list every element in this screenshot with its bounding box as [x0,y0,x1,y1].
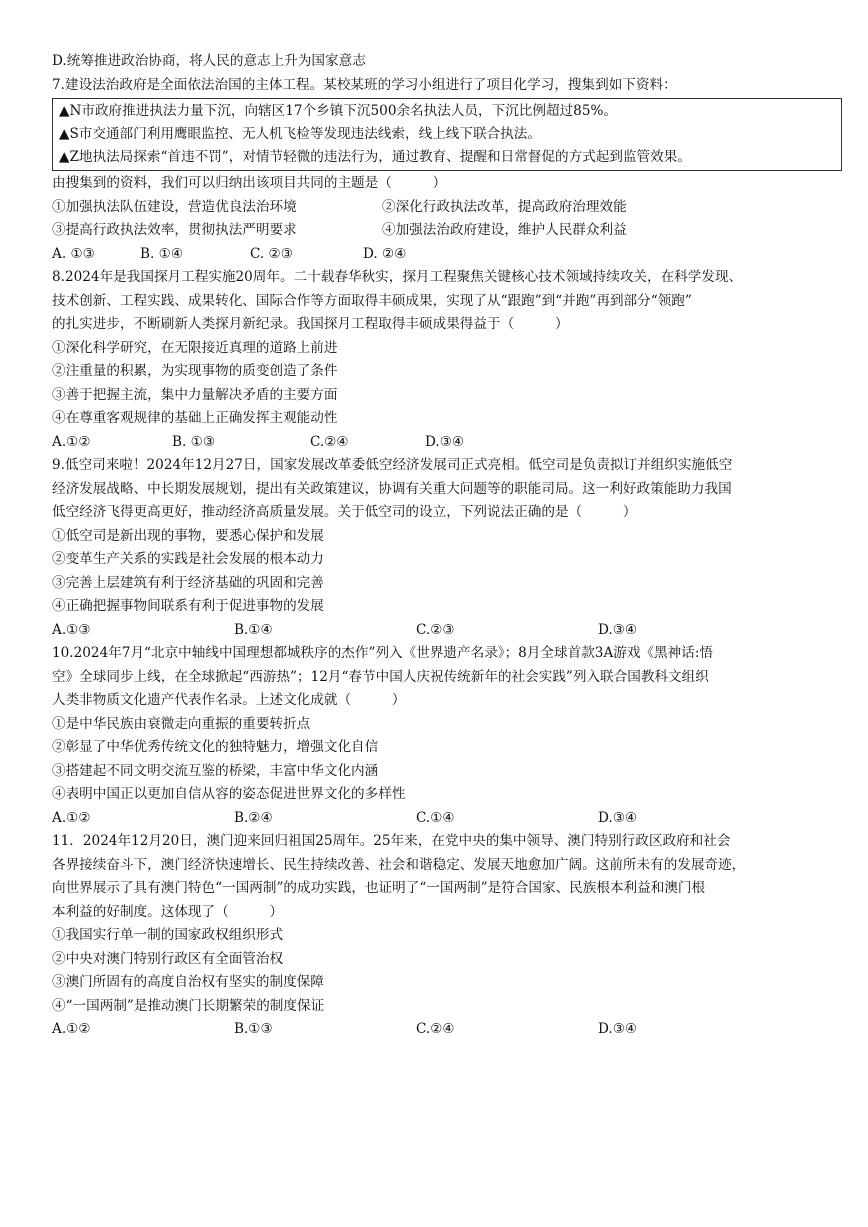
q7-item: ②深化行政执法改革，提高政府治理效能 [382,198,627,215]
q11-choice-a[interactable]: A.①② [52,1021,91,1037]
q10-stem-line: 10.2024年7月“北京中轴线中国理想都城秩序的杰作”列入《世界遗产名录》；8月全球首款3A游戏《黑神话:悟 [52,645,713,661]
q7-items-row [52,196,842,220]
q10-item: ④表明中国正以更加自信从容的姿态促进世界文化的多样性 [52,786,406,802]
q8-item: ③善于把握主流，集中力量解决矛盾的主要方面 [52,386,338,403]
q7-items-row [52,219,842,243]
q8-choice-d[interactable]: D.③④ [425,433,465,450]
q7-item: ③提高行政执法效率，贯彻执法严明要求 [52,222,297,238]
q10-choice-d[interactable]: D.③④ [598,809,638,826]
q9-item: ③完善上层建筑有利于经济基础的巩固和完善 [52,574,324,591]
q7-item: ④加强法治政府建设，维护人民群众利益 [382,222,627,238]
q8-item: ②注重量的积累，为实现事物的质变创造了条件 [52,363,338,379]
q11-choice-c[interactable]: C.②④ [416,1021,455,1037]
q7-item: ①加强执法队伍建设，营造优良法治环境 [52,198,297,215]
q10-choice-c[interactable]: C.①④ [416,809,455,826]
q6-option-d: D.统筹推进政治协商，将人民的意志上升为国家意志 [52,53,366,69]
q8-item: ①深化科学研究，在无限接近真理的道路上前进 [52,339,338,356]
q10-stem-line: 空》全球同步上线，在全球掀起“西游热”；12月“春节中国人庆祝传统新年的社会实践”列入联合国教科文组织 [52,668,709,685]
q10-choices [52,807,842,831]
q11-choices [52,1018,842,1042]
q9-stem-line: 低空经济飞得更高更好，推动经济高质量发展。关于低空司的设立，下列说法正确的是（ ） [52,504,637,520]
q9-choices [52,619,842,643]
q7-choice-a[interactable]: A. ①③ [52,245,95,262]
q8-stem-line: 8.2024年是我国探月工程实施20周年。二十载春华秋实，探月工程聚焦关键核心技术领域持续攻关，在科学发现、 [52,269,743,285]
q10-item: ①是中华民族由衰微走向重振的重要转折点 [52,715,311,732]
q9-item: ④正确把握事物间联系有利于促进事物的发展 [52,598,324,614]
q7-stem: 7.建设法治政府是全面依法治国的主体工程。某校某班的学习小组进行了项目化学习，搜集到如下资料： [52,76,677,93]
q10-choice-b[interactable]: B.②④ [234,809,273,826]
q7-choice-d[interactable]: D. ②④ [363,245,407,262]
q11-item: ③澳门所固有的高度自治权有坚实的制度保障 [52,974,324,990]
q9-stem-line: 9.低空司来啦！2024年12月27日，国家发展改革委低空经济发展司正式亮相。低空司是负责拟订并组织实施低空 [52,457,733,473]
q7-choices [52,243,842,267]
q7-material-item: ▲S市交通部门利用鹰眼监控、无人机飞检等发现违法线索，线上线下联合执法。 [59,126,541,142]
q11-item: ①我国实行单一制的国家政权组织形式 [52,927,284,943]
q11-stem-line: 向世界展示了具有澳门特色“一国两制”的成功实践，也证明了“一国两制”是符合国家、民族根本利益和澳门根 [52,880,706,896]
q11-item: ②中央对澳门特别行政区有全面管治权 [52,950,284,967]
q10-stem-line: 人类非物质文化遗产代表作名录。上述文化成就（ ） [52,692,406,708]
q9-choice-d[interactable]: D.③④ [598,621,638,638]
q8-choice-a[interactable]: A.①② [52,433,91,450]
q8-choices [52,431,842,455]
q11-stem-line: 11．2024年12月20日，澳门迎来回归祖国25周年。25年来，在党中央的集中领导、澳门特别行政区政府和社会 [52,833,731,849]
q9-item: ②变革生产关系的实践是社会发展的根本动力 [52,551,324,567]
q9-choice-c[interactable]: C.②③ [416,621,455,638]
q9-choice-a[interactable]: A.①③ [52,621,91,638]
q7-material-item: ▲Z地执法局探索“首违不罚”，对情节轻微的违法行为，通过教育、提醒和日常督促的方式起到监管效果。 [59,149,691,165]
q8-stem-line: 技术创新、工程实践、成果转化、国际合作等方面取得丰硕成果，实现了从“跟跑”到“并跑”再到部分“领跑” [52,292,692,309]
q7-choice-b[interactable]: B. ①④ [140,245,184,262]
q7-material-item: ▲N市政府推进执法力量下沉，向辖区17个乡镇下沉500余名执法人员，下沉比例超过85%。 [59,103,617,119]
q9-stem-line: 经济发展战略、中长期发展规划，提出有关政策建议，协调有关重大问题等的职能司局。这一利好政策能助力我国 [52,480,732,497]
q10-item: ③搭建起不同文明交流互鉴的桥梁，丰富中华文化内涵 [52,762,379,779]
q10-choice-a[interactable]: A.①② [52,809,91,826]
q9-item: ①低空司是新出现的事物，要悉心保护和发展 [52,527,324,544]
q11-choice-d[interactable]: D.③④ [598,1021,638,1037]
q7-material-box [52,98,842,171]
q11-stem-line: 本利益的好制度。这体现了（ ） [52,903,284,920]
q8-stem-line: 的扎实进步，不断刷新人类探月新纪录。我国探月工程取得丰硕成果得益于（ ） [52,316,569,332]
q11-choice-b[interactable]: B.①③ [234,1021,273,1037]
q11-item: ④“一国两制”是推动澳门长期繁荣的制度保证 [52,997,325,1014]
q7-choice-c[interactable]: C. ②③ [250,245,293,262]
q7-question: 由搜集到的资料，我们可以归纳出该项目共同的主题是（ ） [52,175,447,191]
q8-item: ④在尊重客观规律的基础上正确发挥主观能动性 [52,410,338,426]
q11-stem-line: 各界接续奋斗下，澳门经济快速增长、民生持续改善、社会和谐稳定、发展天地愈加广阔。这前所未有的发展奇迹， [52,856,746,873]
q8-choice-b[interactable]: B. ①③ [172,433,216,450]
q8-choice-c[interactable]: C.②④ [310,433,349,450]
q10-item: ②彰显了中华优秀传统文化的独特魅力，增强文化自信 [52,739,379,755]
q9-choice-b[interactable]: B.①④ [234,621,273,638]
exam-page [52,50,842,1042]
